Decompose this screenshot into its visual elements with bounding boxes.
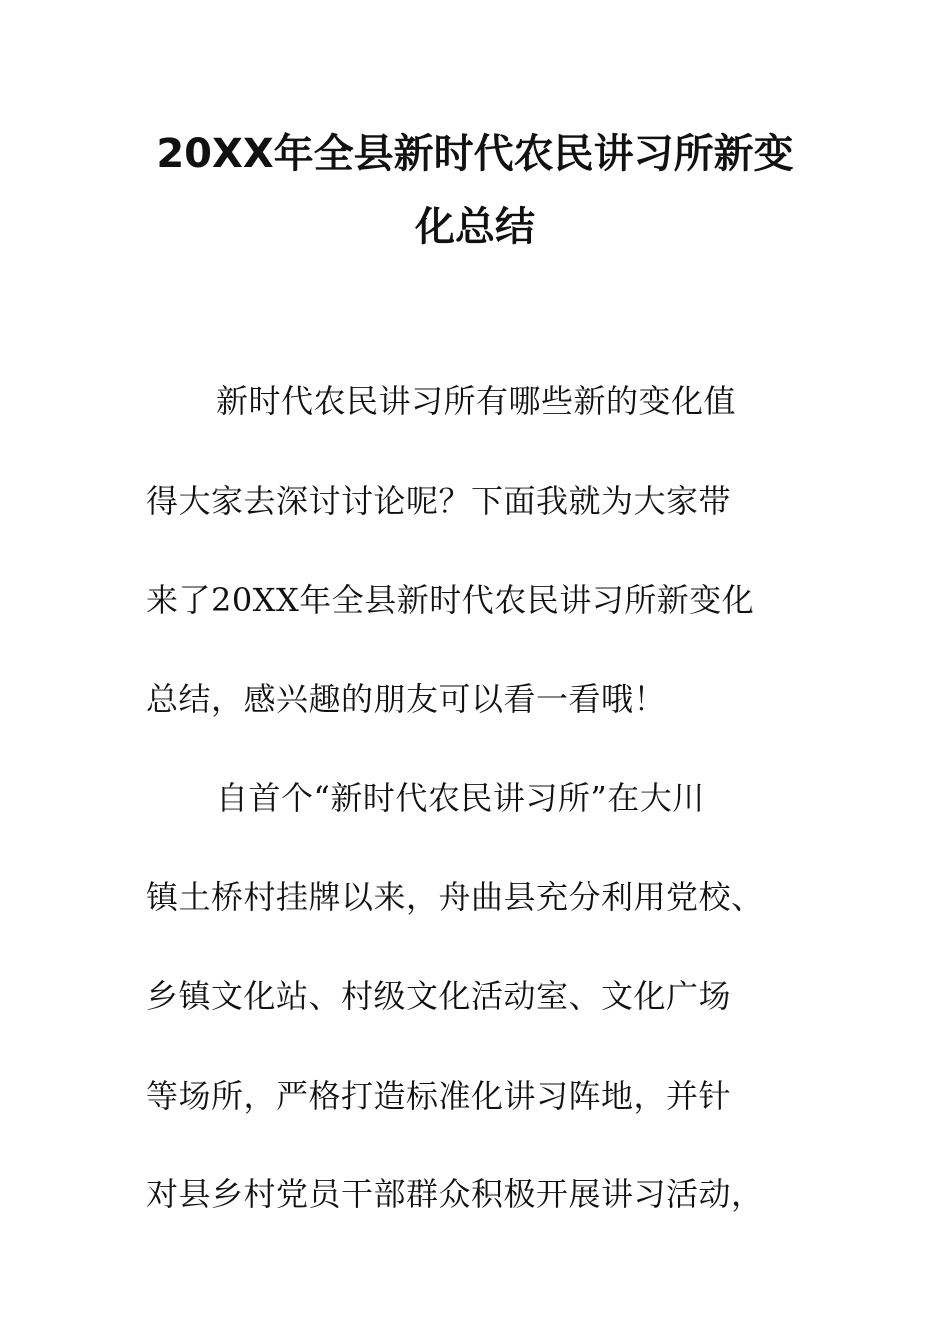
document-title-line-1: 20XX年全县新时代农民讲习所新变 <box>156 131 794 177</box>
paragraph-2-line-1: 自首个“新时代农民讲习所”在大川 <box>216 779 705 817</box>
paragraph-2-line-4: 等场所，严格打造标准化讲习阵地，并针 <box>146 1077 732 1115</box>
paragraph-2-line-2: 镇土桥村挂牌以来，舟曲县充分利用党校、 <box>146 878 764 916</box>
paragraph-1-line-1: 新时代农民讲习所有哪些新的变化值 <box>216 382 737 420</box>
document-title-line-2: 化总结 <box>415 204 535 250</box>
paragraph-2-line-5: 对县乡村党员干部群众积极开展讲习活动， <box>146 1175 764 1213</box>
paragraph-1-line-2: 得大家去深讨讨论呢？下面我就为大家带 <box>146 482 732 520</box>
paragraph-2-line-3: 乡镇文化站、村级文化活动室、文化广场 <box>146 977 732 1015</box>
paragraph-1-line-4: 总结，感兴趣的朋友可以看一看哦！ <box>146 680 667 718</box>
paragraph-1-line-3: 来了20XX年全县新时代农民讲习所新变化 <box>146 581 755 619</box>
